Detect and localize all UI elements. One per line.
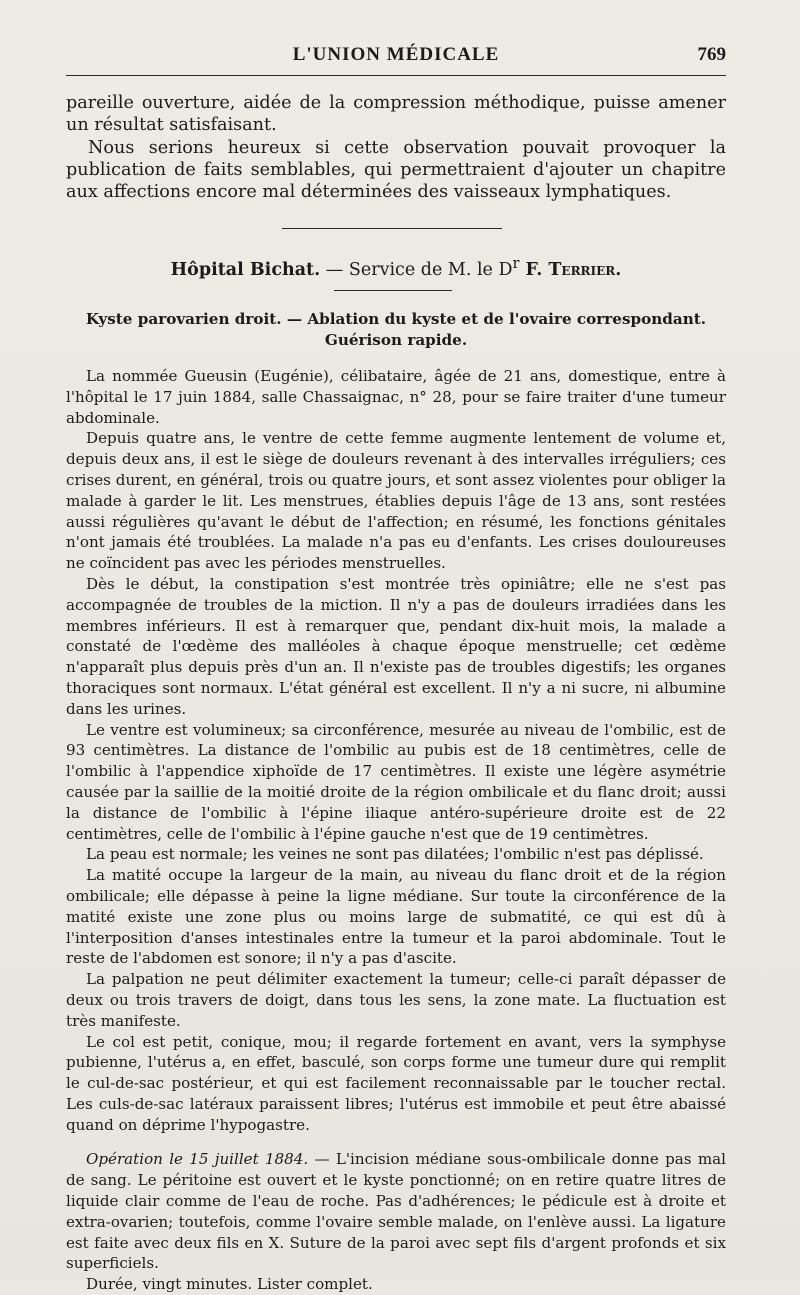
operation-label: Opération le 15 juillet 1884. [86, 1150, 309, 1169]
report-paragraph: Le ventre est volumineux; sa circonférence, mesurée au niveau de l'ombilic, est de 93 centimètres. La distance de l'ombilic au pubis est de 18 centimètres, celle de l'ombilic à l'appendice xiphoïde de 17 centimètres. Il existe une légère asymétrie causée par la saillie de la moitié droite de la région ombilicale et du flanc droit; aussi la distance de l'ombilic à l'épine iliaque antéro-supérieure droite est de 22 centimètres, celle de l'ombilic à l'épine gauche n'est que de 19 centimètres. [66, 720, 726, 843]
running-header [66, 44, 726, 74]
intro-paragraph: pareille ouverture, aidée de la compression méthodique, puisse amener un résultat satisfaisant. [66, 93, 726, 136]
case-title-line: Guérison rapide. [324, 331, 468, 349]
report-paragraph: La matité occupe la largeur de la main, au niveau du flanc droit et de la région ombilicale; elle dépasse à peine la ligne médiane. Sur toute la circonférence de la matité existe une zone plus ou moins large de submatité, ce qui est dû à l'interposition d'anses intestinales entre la tumeur et la paroi abdominale. Tout le reste de l'abdomen est sonore; il n'y a pas d'ascite. [66, 866, 726, 968]
intro-text [66, 92, 726, 203]
intro-paragraph: Nous serions heureux si cette observation pouvait provoquer la publication de faits semblables, qui permettraient d'ajouter un chapitre aux affections encore mal déterminées des vaisseaux lymphatiques. [66, 137, 726, 203]
case-title-line: Kyste parovarien droit. — Ablation du kyste et de l'ovaire correspondant. [85, 310, 707, 328]
page-number: 769 [697, 44, 726, 65]
hospital-chief: F. Terrier. [519, 259, 622, 280]
report-paragraph: La peau est normale; les veines ne sont pas dilatées; l'ombilic n'est pas déplissé. [86, 845, 704, 864]
heading-separator [334, 290, 452, 291]
doctor-superscript: r [512, 255, 520, 272]
case-report [66, 366, 726, 1295]
closing-paragraph: Durée, vingt minutes. Lister complet. [86, 1275, 373, 1294]
report-paragraph: La palpation ne peut délimiter exactement la tumeur; celle-ci paraît dépasser de deux ou trois travers de doigt, dans tous les sens, la zone mate. La fluctuation est très manifeste. [66, 970, 726, 1030]
operation-paragraph [66, 1149, 726, 1274]
hospital-dash: — [320, 259, 349, 280]
hospital-service: Service de M. le D [348, 259, 513, 280]
hospital-heading [66, 255, 726, 280]
running-title: L'UNION MÉDICALE [292, 44, 500, 65]
report-paragraph: Dès le début, la constipation s'est montrée très opiniâtre; elle ne s'est pas accompagnée de troubles de la miction. Il n'y a pas de douleurs irradiées dans les membres inférieurs. Il est à remarquer que, pendant dix-huit mois, la malade a constaté de l'œdème des malléoles à chaque époque menstruelle; cet œdème n'apparaît plus depuis près d'un an. Il n'existe pas de troubles digestifs; les organes thoraciques sont normaux. L'état général est excellent. Il n'y a ni sucre, ni albumine dans les urines. [66, 574, 726, 718]
report-paragraph: Depuis quatre ans, le ventre de cette femme augmente lentement de volume et, depuis deux ans, il est le siège de douleurs revenant à des intervalles irréguliers; ces crises durent, en général, trois ou quatre jours, et sont assez violentes pour obliger la malade à garder le lit. Les menstrues, établies depuis l'âge de 13 ans, sont restées aussi régulières qu'avant le début de l'affection; en résumé, les fonctions génitales n'ont jamais été troublées. La malade n'a pas eu d'enfants. Les crises douloureuses ne coïncident pas avec les périodes menstruelles. [66, 429, 726, 573]
hospital-name: Hôpital Bichat. [170, 259, 321, 280]
report-paragraph: Le col est petit, conique, mou; il regarde fortement en avant, vers la symphyse pubienne, l'utérus a, en effet, basculé, son corps forme une tumeur dure qui remplit le cul-de-sac postérieur, et qui est facilement reconnaissable par le toucher rectal. Les culs-de-sac latéraux paraissent libres; l'utérus est immobile et peut être abaissé quand on déprime l'hypogastre. [66, 1032, 726, 1134]
case-title [66, 309, 726, 351]
header-rule [66, 75, 726, 76]
operation-text: — L'incision médiane sous-ombilicale donne pas mal de sang. Le péritoine est ouvert et le kyste ponctionné; on en retire quatre litres de liquide clair comme de l'eau de roche. Pas d'adhérences; le pédicule est à droite et extra-ovarien; toutefois, comme l'ovaire semble malade, on l'enlève aussi. La ligature est faite avec deux fils en X. Suture de la paroi avec sept fils d'argent profonds et six superficiels. [66, 1150, 726, 1273]
section-separator [282, 228, 502, 229]
report-paragraph: La nommée Gueusin (Eugénie), célibataire, âgée de 21 ans, domestique, entre à l'hôpital le 17 juin 1884, salle Chassaignac, n° 28, pour se faire traiter d'une tumeur abdominale. [66, 367, 726, 427]
